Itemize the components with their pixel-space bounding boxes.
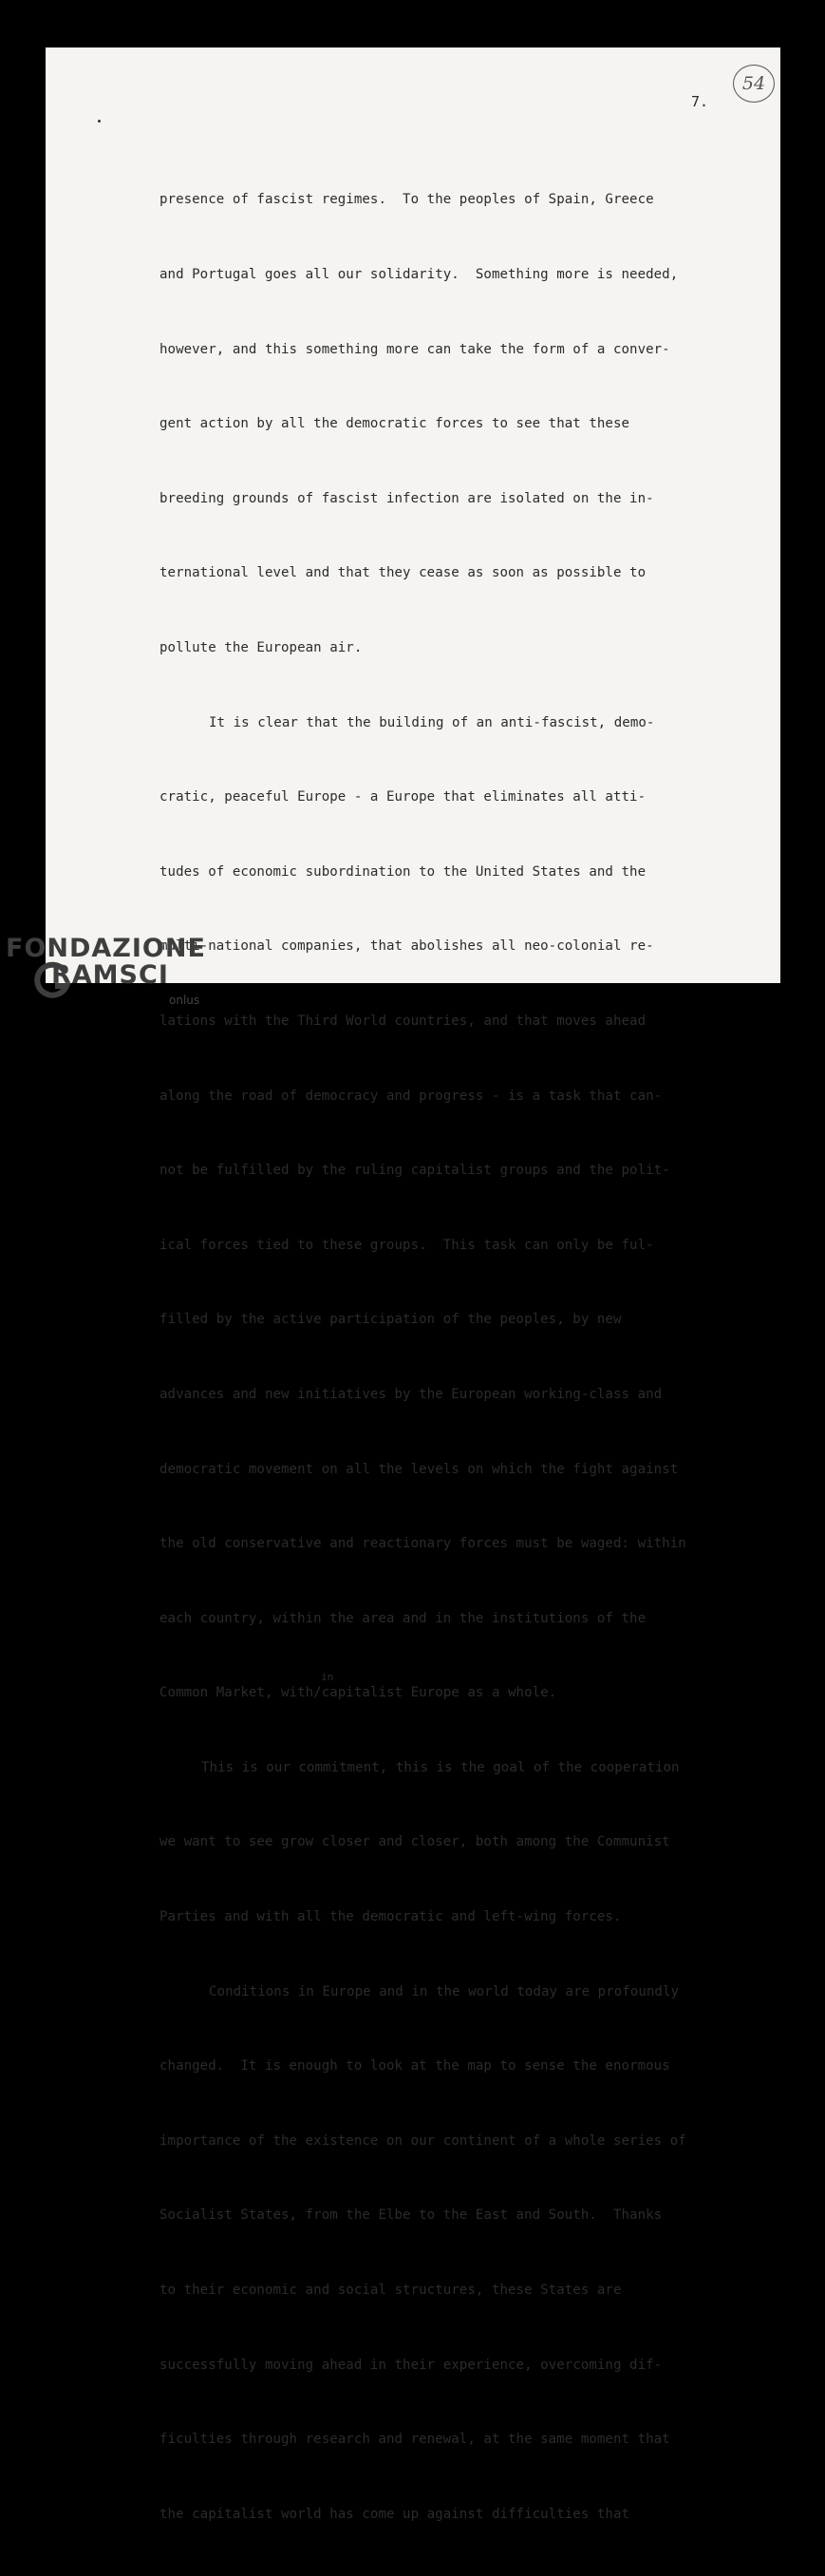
text-line: advances and new initiatives by the European working-class and (159, 1386, 663, 1402)
text-line: presence of fascist regimes. To the peoples of Spain, Greece (159, 192, 654, 208)
archive-number: 54 (741, 73, 766, 94)
text-line: the old conservative and reactionary forces must be waged: within (159, 1536, 686, 1552)
text-line: filled by the active participation of the peoples, by new (159, 1312, 622, 1328)
text-line: changed. It is enough to look at the map to sense the enormous (159, 2058, 670, 2074)
text-line: ternational level and that they cease as soon as possible to (159, 565, 647, 581)
archive-number-stamp (733, 65, 775, 103)
text-line: gent action by all the democratic forces to see that these (159, 416, 630, 432)
text-line: Common Market, with/capitalist Europe as a whole. (159, 1685, 557, 1701)
text-line: successfully moving ahead in their experience, overcoming dif- (159, 2357, 663, 2373)
ink-speck (98, 120, 101, 123)
text-line-with-insertion (159, 1671, 748, 1705)
text-line: tudes of economic subordination to the United States and the (159, 863, 647, 880)
page-number: 7. (691, 93, 709, 110)
typed-text-body (159, 138, 748, 2576)
text-line: breeding grounds of fascist infection are isolated on the in- (159, 490, 654, 506)
fondazione-watermark (6, 936, 206, 989)
text-line: not be fulfilled by the ruling capitalist groups and the polit- (159, 1163, 670, 1179)
text-line: importance of the existence on our continent of a whole series of (159, 2132, 686, 2149)
watermark-suffix: onlus (169, 994, 200, 1007)
text-line: democratic movement on all the levels on which the fight against (159, 1461, 679, 1477)
text-line: to their economic and social structures, these States are (159, 2282, 622, 2299)
text-line: and Portugal goes all our solidarity. Something more is needed, (159, 267, 679, 282)
text-line: cratic, peaceful Europe - a Europe that eliminates all atti- (159, 789, 647, 805)
text-line: Parties and with all the democratic and left-wing forces. (159, 1909, 622, 1925)
watermark-line2: RAMSCI (51, 960, 169, 990)
text-line: This is our commitment, this is the goal of the cooperation (201, 1759, 680, 1775)
text-line: the capitalist world has come up against difficulties that (159, 2506, 630, 2522)
text-line: Socialist States, from the Elbe to the East and South. Thanks (159, 2207, 663, 2224)
text-line: multi-national companies, that abolishes all neo-colonial re- (159, 938, 654, 955)
text-line: however, and this something more can take the form of a conver- (159, 341, 670, 357)
text-line: ical forces tied to these groups. This task can only be ful- (159, 1237, 654, 1253)
text-line: pollute the European air. (159, 639, 363, 655)
text-line: each country, within the area and in the institutions of the (159, 1610, 647, 1626)
handwritten-insertion: in (321, 1671, 334, 1684)
text-line: we want to see grow closer and closer, both among the Communist (159, 1834, 670, 1850)
text-line: It is clear that the building of an anti-fascist, demo- (209, 714, 655, 730)
text-line: ficulties through research and renewal, at the same moment that (159, 2432, 670, 2448)
watermark-line1: FONDAZIONE (6, 934, 206, 963)
text-line: along the road of democracy and progress - is a task that can- (159, 1088, 663, 1104)
text-line: lations with the Third World countries, and that moves ahead (159, 1013, 647, 1029)
text-line: Conditions in Europe and in the world today are profoundly (209, 1983, 680, 1999)
